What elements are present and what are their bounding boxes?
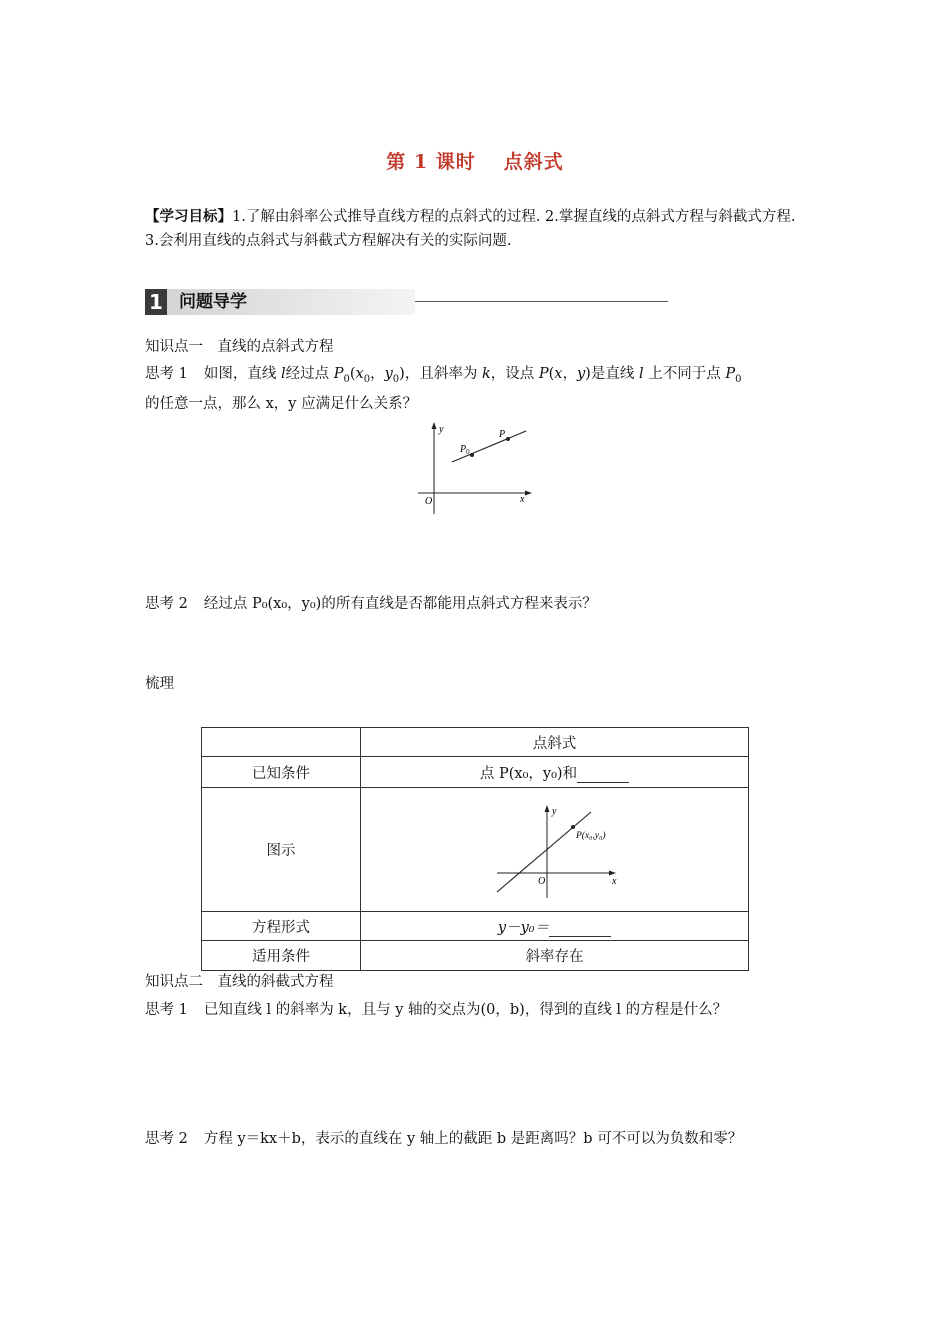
kp1-think1-text-a: 如图，直线 bbox=[203, 366, 281, 382]
table-row bbox=[202, 788, 749, 912]
row3-text: y－y₀＝ bbox=[497, 919, 550, 936]
title-topic: 点斜式 bbox=[503, 151, 564, 173]
kp1-think2-label: 思考 2 bbox=[145, 596, 188, 612]
kp2-heading: 知识点二 直线的斜截式方程 bbox=[145, 974, 334, 990]
row4-value: 斜率存在 bbox=[361, 941, 749, 971]
kp1-think1-text-b: 经过点 bbox=[285, 366, 334, 382]
kp1-think1: 思考 1 如图，直线 l经过点 $P_0(x_0$，$y_0$)，且斜率为 k，设点 P(x，y)是直线 l 上不同于点 $P_0$ bbox=[145, 366, 742, 385]
goals-label: 【学习目标】 bbox=[145, 208, 232, 225]
kp2-think1-text: 已知直线 l 的斜率为 k，且与 y 轴的交点为(0，b)，得到的直线 l 的方程是什么？ bbox=[203, 1002, 728, 1018]
table-row bbox=[202, 757, 749, 788]
kp1-think1-text-c: ，且斜率为 bbox=[404, 366, 482, 382]
kp1-think1-text-d: ，设点 bbox=[490, 366, 539, 382]
table-row bbox=[202, 941, 749, 971]
fig2-x-label: x bbox=[611, 875, 616, 887]
title-lesson: 第 1 课时 bbox=[386, 151, 476, 173]
fig2-point bbox=[571, 825, 575, 829]
fig2-origin-label: O bbox=[537, 875, 545, 887]
section-title: 问题导学 bbox=[179, 292, 247, 312]
fig2-y-label: y bbox=[551, 805, 556, 817]
fig1-origin-label: O bbox=[425, 496, 433, 507]
fig2-x-arrow bbox=[609, 870, 616, 875]
fig1-p-label: P bbox=[499, 429, 506, 440]
row1-label: 已知条件 bbox=[202, 757, 361, 788]
goals-text: 1.了解由斜率公式推导直线方程的点斜式的过程. 2.掌握直线的点斜式方程与斜截式方程. 3.会利用直线的点斜式与斜截式方程解决有关的实际问题. bbox=[145, 209, 796, 249]
row3-label: 方程形式 bbox=[202, 912, 361, 941]
kp1-think2 bbox=[145, 592, 597, 616]
kp2-think2-label: 思考 2 bbox=[145, 1131, 188, 1147]
row1-text: 点 P(x₀，y₀)和 bbox=[479, 765, 578, 782]
summary-heading: 梳理 bbox=[145, 676, 174, 692]
table-row bbox=[202, 728, 749, 757]
section-number: 1 bbox=[145, 289, 167, 315]
section-rule bbox=[415, 301, 668, 302]
kp1-think1-line2: 的任意一点，那么 x，y 应满足什么关系？ bbox=[145, 396, 418, 412]
point-slope-table bbox=[201, 727, 749, 971]
kp2-think1-label: 思考 1 bbox=[145, 1002, 188, 1018]
row2-label: 图示 bbox=[202, 788, 361, 912]
kp1-heading: 知识点一 直线的点斜式方程 bbox=[145, 339, 334, 355]
kp1-think2-text: 经过点 P₀(x₀，y₀)的所有直线是否都能用点斜式方程来表示？ bbox=[203, 596, 597, 612]
fig1-point-p0 bbox=[470, 453, 474, 457]
page-title bbox=[0, 147, 950, 174]
row1-blank bbox=[577, 782, 629, 783]
row3-blank bbox=[549, 936, 611, 937]
kp2-think2 bbox=[145, 1127, 825, 1151]
fig1-y-label: y bbox=[439, 424, 444, 435]
learning-goals bbox=[145, 205, 810, 253]
kp1-think1-text-e: 是直线 bbox=[590, 366, 639, 382]
kp2-think2-text: 方程 y＝kx＋b，表示的直线在 y 轴上的截距 b 是距离吗？b 可不可以为负数和零？ bbox=[203, 1131, 743, 1147]
kp2-think1 bbox=[145, 998, 825, 1022]
row3-value bbox=[361, 912, 749, 941]
table-header: 点斜式 bbox=[361, 728, 749, 757]
fig1-y-arrow bbox=[432, 422, 437, 429]
fig2-y-arrow bbox=[544, 805, 549, 812]
row2-figure-cell bbox=[361, 788, 749, 912]
row1-value bbox=[361, 757, 749, 788]
fig1-x-label: x bbox=[520, 494, 525, 505]
figure-point-slope-1 bbox=[410, 418, 540, 518]
table-row bbox=[202, 912, 749, 941]
kp1-think1-text-f: 上不同于点 bbox=[648, 366, 726, 382]
fig1-point-p bbox=[506, 437, 510, 441]
row4-label: 适用条件 bbox=[202, 941, 361, 971]
section-header bbox=[145, 289, 525, 315]
fig1-p0-label: $P_0$ bbox=[460, 444, 470, 456]
fig2-point-label: P(x₀,y₀) bbox=[575, 830, 606, 841]
table-cell-empty bbox=[202, 728, 361, 757]
fig1-x-arrow bbox=[525, 491, 532, 496]
figure-point-slope-2 bbox=[485, 800, 625, 900]
kp1-think1-label: 思考 1 bbox=[145, 366, 188, 382]
